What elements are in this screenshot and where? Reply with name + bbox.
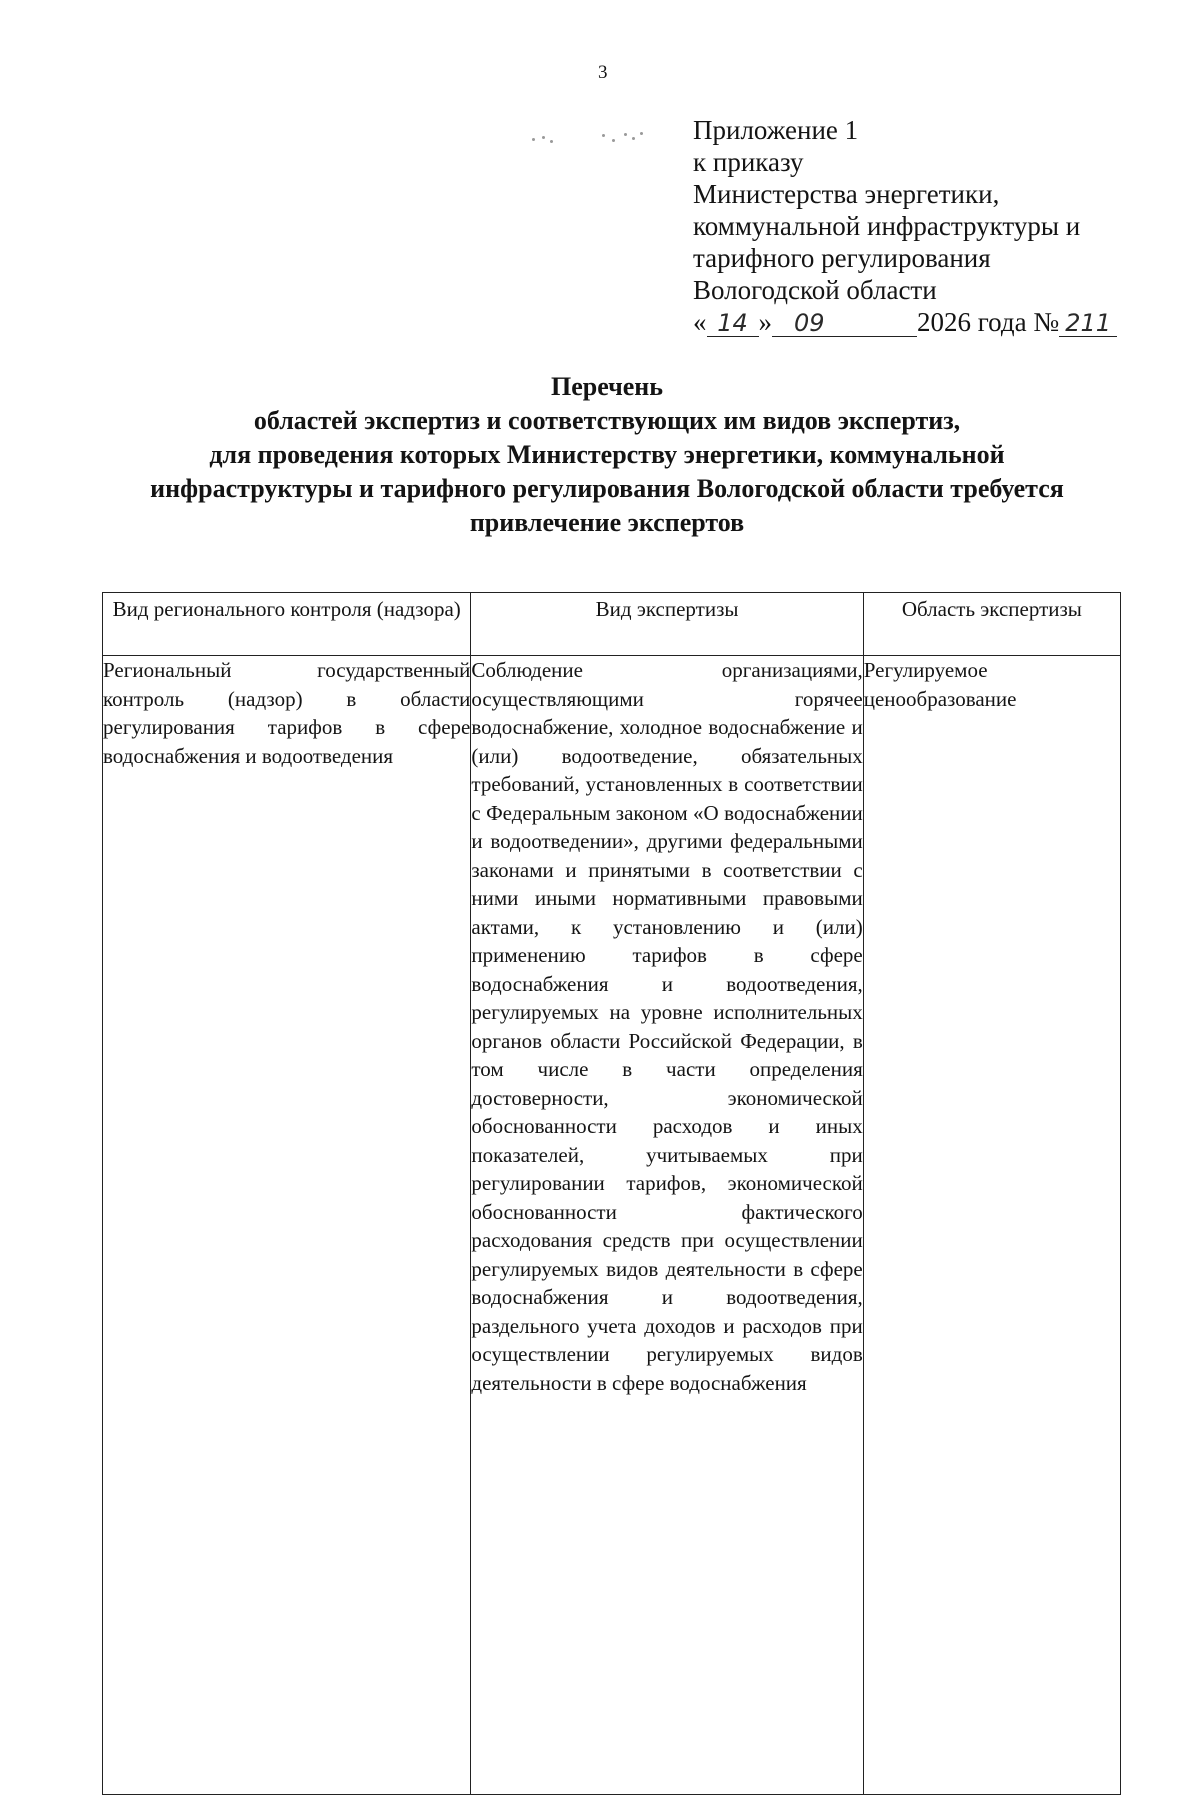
- cell-control-type: [103, 656, 471, 1795]
- close-quote: »: [758, 307, 772, 337]
- scan-artifact: [528, 130, 668, 150]
- title-line: для проведения которых Министерству энергетики, коммунальной: [209, 440, 1005, 469]
- title-line: Перечень: [550, 372, 664, 401]
- header-expertise-type: Вид экспертизы: [471, 593, 863, 656]
- appendix-line: тарифного регулирования: [693, 243, 991, 273]
- order-month-handwritten: 09: [772, 310, 917, 337]
- cell-text: Регулируемое ценообразование: [863, 658, 1017, 711]
- header-expertise-area: Область экспертизы: [863, 593, 1120, 656]
- order-year-text: 2026 года №: [917, 307, 1060, 337]
- document-title: [60, 370, 1154, 540]
- order-date-line: [693, 306, 1153, 338]
- appendix-line: Министерства энергетики,: [693, 179, 1000, 209]
- order-number-handwritten: 211: [1059, 310, 1117, 337]
- table-header-row: [103, 593, 1121, 656]
- cell-expertise-area: [863, 656, 1120, 1795]
- title-line: инфраструктуры и тарифного регулирования Вологодской области требуется: [150, 474, 1064, 503]
- order-day-handwritten: 14: [707, 310, 759, 337]
- cell-text: Соблюдение организациями, осуществляющими горячее водоснабжение, холодное водоснабжение и (или) водоотведение, обязательных требований, установленных в соответствии с Федеральным законом «О водоснабжении и водоотведении», другими федеральными законами и принятыми в соответствии с ними иными нормативными правовыми актами, к установлению и (или) применению тарифов в сфере водоснабжения и водоотведения, регулируемых на уровне исполнительных органов области Российской Федерации, в том числе в части определения достоверности, экономической обоснованности расходов и иных показателей, учитываемых при регулировании тарифов, экономической обоснованности фактического расходования средств при осуществлении регулируемых видов деятельности в сфере водоснабжения и водоотведения, раздельного учета доходов и расходов при осуществлении регулируемых видов деятельности в сфере водоснабжения: [471, 658, 863, 1395]
- appendix-line: Вологодской области: [693, 275, 937, 305]
- open-quote: «: [693, 307, 707, 337]
- title-line: областей экспертиз и соответствующих им видов экспертиз,: [253, 406, 961, 435]
- expertise-table: [102, 592, 1121, 1795]
- appendix-block: [693, 114, 1153, 338]
- appendix-line: к приказу: [693, 147, 804, 177]
- header-control-type: Вид регионального контроля (надзора): [103, 593, 471, 656]
- title-line: привлечение экспертов: [469, 508, 745, 537]
- appendix-line: коммунальной инфраструктуры и: [693, 211, 1081, 241]
- appendix-line: Приложение 1: [693, 115, 859, 145]
- cell-text: Региональный государственный контроль (надзор) в области регулирования тарифов в сфере водоснабжения и водоотведения: [103, 658, 471, 768]
- table-row: [103, 656, 1121, 1795]
- cell-expertise-type: [471, 656, 863, 1795]
- page-number: 3: [598, 62, 608, 83]
